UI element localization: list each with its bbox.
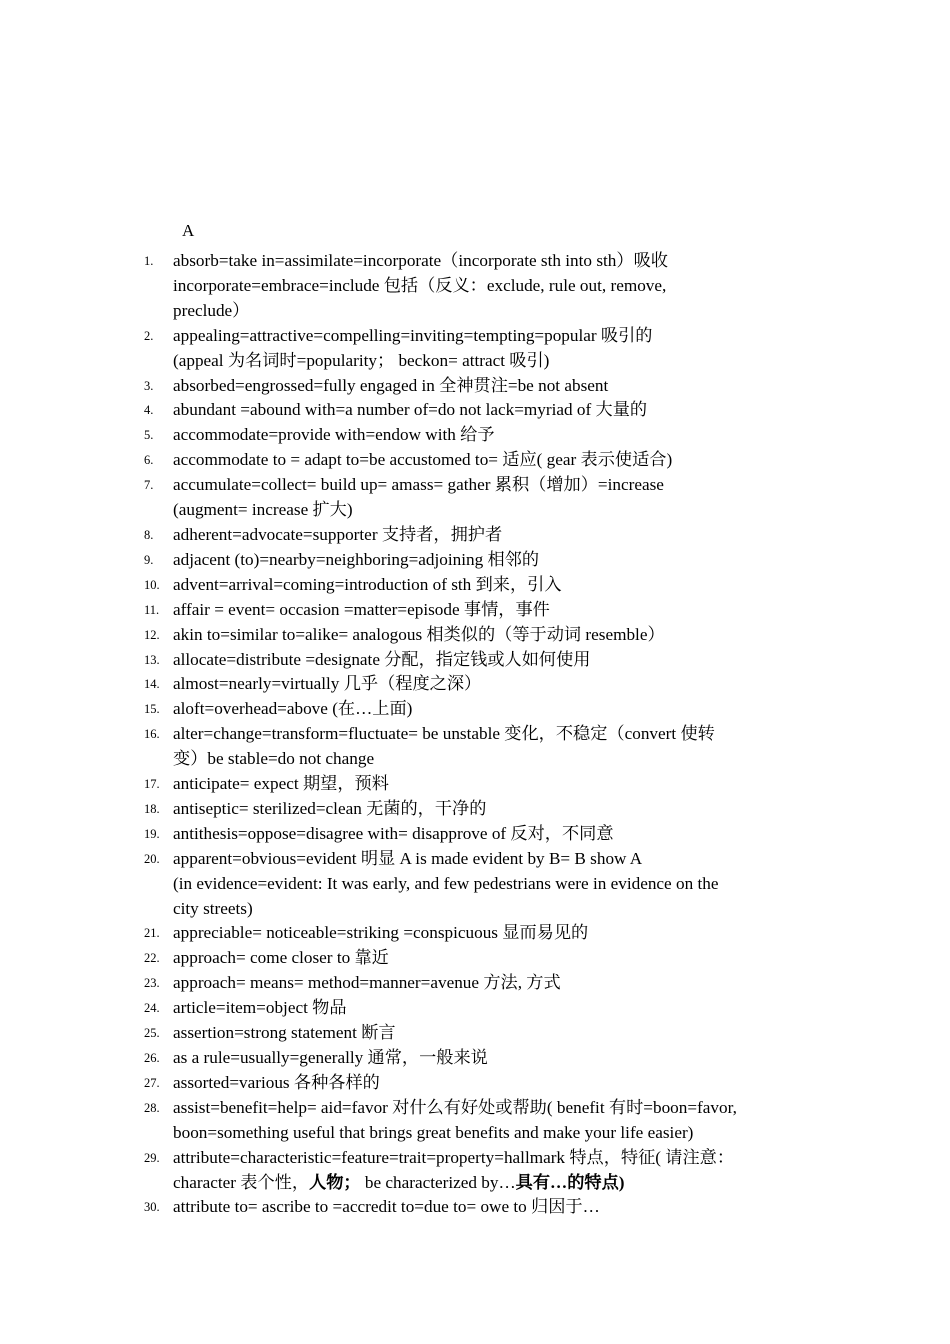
text-line: [173, 1146, 813, 1171]
list-item-number: 24.: [144, 1001, 160, 1016]
list-item-text: [173, 473, 813, 523]
list-item-text: [173, 1046, 813, 1071]
list-item: [0, 946, 950, 971]
list-item: [0, 623, 950, 648]
text-segment: preclude）: [173, 300, 250, 320]
text-segment: accumulate=collect= build up= amass= gather 累积（增加）=increase: [173, 475, 664, 495]
list-item: [0, 374, 950, 399]
list-item-number: 27.: [144, 1075, 160, 1090]
list-item-text: [173, 946, 813, 971]
text-line: [173, 324, 813, 349]
list-item-number: 25.: [144, 1026, 160, 1041]
text-line: [173, 523, 813, 548]
text-segment: accommodate to = adapt to=be accustomed to= 适应( gear 表示使适合): [173, 450, 673, 470]
text-line: [173, 274, 813, 299]
list-item: [0, 722, 950, 772]
list-item: [0, 921, 950, 946]
text-line: [173, 498, 813, 523]
text-segment: (appeal 为名词时=popularity； beckon= attract 吸引): [173, 350, 550, 370]
list-item-text: [173, 423, 813, 448]
list-item-text: [173, 398, 813, 423]
bold-text-segment: 人物；: [309, 1172, 361, 1192]
text-line: [173, 473, 813, 498]
text-segment: assorted=various 各种各样的: [173, 1072, 380, 1092]
text-segment: almost=nearly=virtually 几乎（程度之深）: [173, 674, 482, 694]
list-item: [0, 772, 950, 797]
text-line: [173, 797, 813, 822]
list-item-number: 20.: [144, 851, 160, 866]
list-item: [0, 448, 950, 473]
list-item: [0, 423, 950, 448]
list-item-number: 28.: [144, 1100, 160, 1115]
text-line: [173, 623, 813, 648]
text-line: [173, 921, 813, 946]
text-segment: affair = event= occasion =matter=episode 事情，事件: [173, 599, 550, 619]
text-segment: attribute=characteristic=feature=trait=property=hallmark 特点，特征( 请注意：: [173, 1147, 735, 1167]
list-item: [0, 1046, 950, 1071]
list-item-number: 22.: [144, 951, 160, 966]
text-segment: 变）be stable=do not change: [173, 749, 375, 769]
list-item: [0, 473, 950, 523]
list-item: [0, 398, 950, 423]
list-item-number: 2.: [144, 328, 154, 343]
list-item-number: 18.: [144, 801, 160, 816]
text-line: [173, 946, 813, 971]
text-segment: character 表个性，: [173, 1172, 310, 1192]
list-item-number: 7.: [144, 478, 154, 493]
text-line: [173, 1195, 813, 1220]
section-heading: A: [182, 221, 195, 240]
text-line: [173, 548, 813, 573]
list-item-text: [173, 1021, 813, 1046]
text-segment: boon=something useful that brings great benefits and make your life easier): [173, 1122, 694, 1142]
list-item: [0, 1096, 950, 1146]
text-line: [173, 1046, 813, 1071]
list-item-text: [173, 921, 813, 946]
list-item-text: [173, 523, 813, 548]
list-item: [0, 573, 950, 598]
list-item: [0, 971, 950, 996]
list-item-text: [173, 672, 813, 697]
text-line: [173, 648, 813, 673]
list-item-text: [173, 1096, 813, 1146]
text-line: [173, 448, 813, 473]
list-item-number: 16.: [144, 727, 160, 742]
list-item: [0, 797, 950, 822]
text-segment: assist=benefit=help= aid=favor 对什么有好处或帮助( benefit 有时=boon=favor,: [173, 1097, 737, 1117]
list-item-text: [173, 324, 813, 374]
text-line: [173, 822, 813, 847]
list-item: [0, 672, 950, 697]
text-segment: advent=arrival=coming=introduction of sth 到来，引入: [173, 574, 562, 594]
list-item-number: 8.: [144, 527, 154, 542]
list-item-text: [173, 1146, 813, 1196]
list-item: [0, 822, 950, 847]
text-segment: adjacent (to)=nearby=neighboring=adjoining 相邻的: [173, 549, 540, 569]
text-segment: absorbed=engrossed=fully engaged in 全神贯注=be not absent: [173, 375, 609, 395]
list-item: [0, 324, 950, 374]
text-segment: approach= come closer to 靠近: [173, 948, 389, 968]
list-item: [0, 847, 950, 922]
list-item: [0, 1021, 950, 1046]
text-segment: absorb=take in=assimilate=incorporate（incorporate sth into sth）吸收: [173, 251, 668, 270]
list-item-text: [173, 374, 813, 399]
list-item-number: 4.: [144, 403, 154, 418]
list-item-text: [173, 573, 813, 598]
list-item-text: [173, 722, 813, 772]
text-line: [173, 872, 813, 897]
text-line: [173, 349, 813, 374]
list-item-number: 23.: [144, 976, 160, 991]
text-segment: be characterized by…: [360, 1172, 516, 1192]
list-item-number: 30.: [144, 1200, 160, 1215]
list-item-text: [173, 1195, 813, 1220]
text-segment: incorporate=embrace=include 包括（反义：exclude, rule out, remove,: [173, 275, 667, 295]
list-item-text: [173, 847, 813, 922]
text-line: [173, 249, 813, 274]
list-item-text: [173, 822, 813, 847]
list-item-number: 26.: [144, 1051, 160, 1065]
list-item-number: 1.: [144, 254, 154, 268]
list-item-text: [173, 648, 813, 673]
list-item-number: 5.: [144, 428, 154, 443]
text-line: [173, 398, 813, 423]
text-segment: appreciable= noticeable=striking =conspicuous 显而易见的: [173, 923, 589, 943]
bold-text-segment: 具有…的特点): [515, 1172, 625, 1192]
list-item-number: 15.: [144, 702, 160, 717]
text-line: [173, 747, 813, 772]
list-item: [0, 523, 950, 548]
list-item: [0, 249, 950, 324]
text-segment: aloft=overhead=above (在…上面): [173, 699, 413, 719]
text-line: [173, 1096, 813, 1121]
text-segment: allocate=distribute =designate 分配，指定钱或人如何使用: [173, 649, 591, 669]
list-item: [0, 548, 950, 573]
list-item-text: [173, 772, 813, 797]
list-item-text: [173, 598, 813, 623]
text-segment: alter=change=transform=fluctuate= be unstable 变化，不稳定（convert 使转: [173, 724, 715, 744]
vocabulary-list: [0, 249, 950, 1220]
list-item: [0, 1146, 950, 1196]
list-item: [0, 648, 950, 673]
text-line: [173, 299, 813, 324]
text-segment: approach= means= method=manner=avenue 方法, 方式: [173, 973, 561, 993]
list-item-number: 11.: [144, 602, 160, 617]
text-segment: apparent=obvious=evident 明显 A is made evident by B= B show A: [173, 848, 643, 868]
text-line: [173, 971, 813, 996]
text-line: [173, 598, 813, 623]
list-item-text: [173, 548, 813, 573]
text-segment: (in evidence=evident: It was early, and few pedestrians were in evidence on the: [173, 873, 719, 893]
list-item: [0, 1195, 950, 1220]
list-item: [0, 996, 950, 1021]
list-item: [0, 697, 950, 722]
list-item-number: 3.: [144, 378, 154, 393]
list-item: [0, 1071, 950, 1096]
text-segment: akin to=similar to=alike= analogous 相类似的（等于动词 resemble）: [173, 624, 665, 644]
list-item-text: [173, 448, 813, 473]
list-item-number: 10.: [144, 577, 160, 592]
text-line: [173, 573, 813, 598]
text-line: [173, 1171, 813, 1196]
text-line: [173, 1021, 813, 1046]
text-segment: antithesis=oppose=disagree with= disapprove of 反对，不同意: [173, 823, 614, 843]
text-line: [173, 1121, 813, 1146]
list-item-text: [173, 249, 813, 324]
list-item-text: [173, 1071, 813, 1096]
list-item-text: [173, 623, 813, 648]
text-segment: antiseptic= sterilized=clean 无菌的，干净的: [173, 798, 487, 818]
list-item: [0, 598, 950, 623]
list-item-number: 9.: [144, 552, 154, 567]
list-item-number: 14.: [144, 677, 160, 692]
list-item-number: 12.: [144, 627, 160, 642]
text-line: [173, 996, 813, 1021]
list-item-text: [173, 971, 813, 996]
text-segment: adherent=advocate=supporter 支持者，拥护者: [173, 524, 503, 544]
text-segment: assertion=strong statement 断言: [173, 1023, 396, 1043]
list-item-number: 6.: [144, 453, 154, 468]
list-item-number: 19.: [144, 826, 160, 841]
text-segment: attribute to= ascribe to =accredit to=due to= owe to 归因于…: [173, 1197, 600, 1217]
text-line: [173, 423, 813, 448]
list-item-number: 13.: [144, 652, 160, 667]
list-item-text: [173, 797, 813, 822]
text-segment: anticipate= expect 期望，预料: [173, 774, 389, 794]
text-segment: article=item=object 物品: [173, 998, 347, 1018]
text-segment: (augment= increase 扩大): [173, 500, 353, 520]
list-item-text: [173, 996, 813, 1021]
text-line: [173, 722, 813, 747]
text-line: [173, 672, 813, 697]
text-line: [173, 847, 813, 872]
text-line: [173, 1071, 813, 1096]
text-segment: city streets): [173, 898, 253, 918]
text-segment: abundant =abound with=a number of=do not lack=myriad of 大量的: [173, 400, 648, 420]
text-line: [173, 374, 813, 399]
text-segment: accommodate=provide with=endow with 给予: [173, 425, 495, 445]
text-segment: appealing=attractive=compelling=inviting=tempting=popular 吸引的: [173, 325, 653, 345]
list-item-number: 17.: [144, 777, 160, 792]
list-item-number: 21.: [144, 926, 160, 941]
text-line: [173, 697, 813, 722]
list-item-text: [173, 697, 813, 722]
list-item-number: 29.: [144, 1150, 160, 1165]
text-segment: as a rule=usually=generally 通常，一般来说: [173, 1048, 488, 1067]
text-line: [173, 772, 813, 797]
text-line: [173, 897, 813, 922]
